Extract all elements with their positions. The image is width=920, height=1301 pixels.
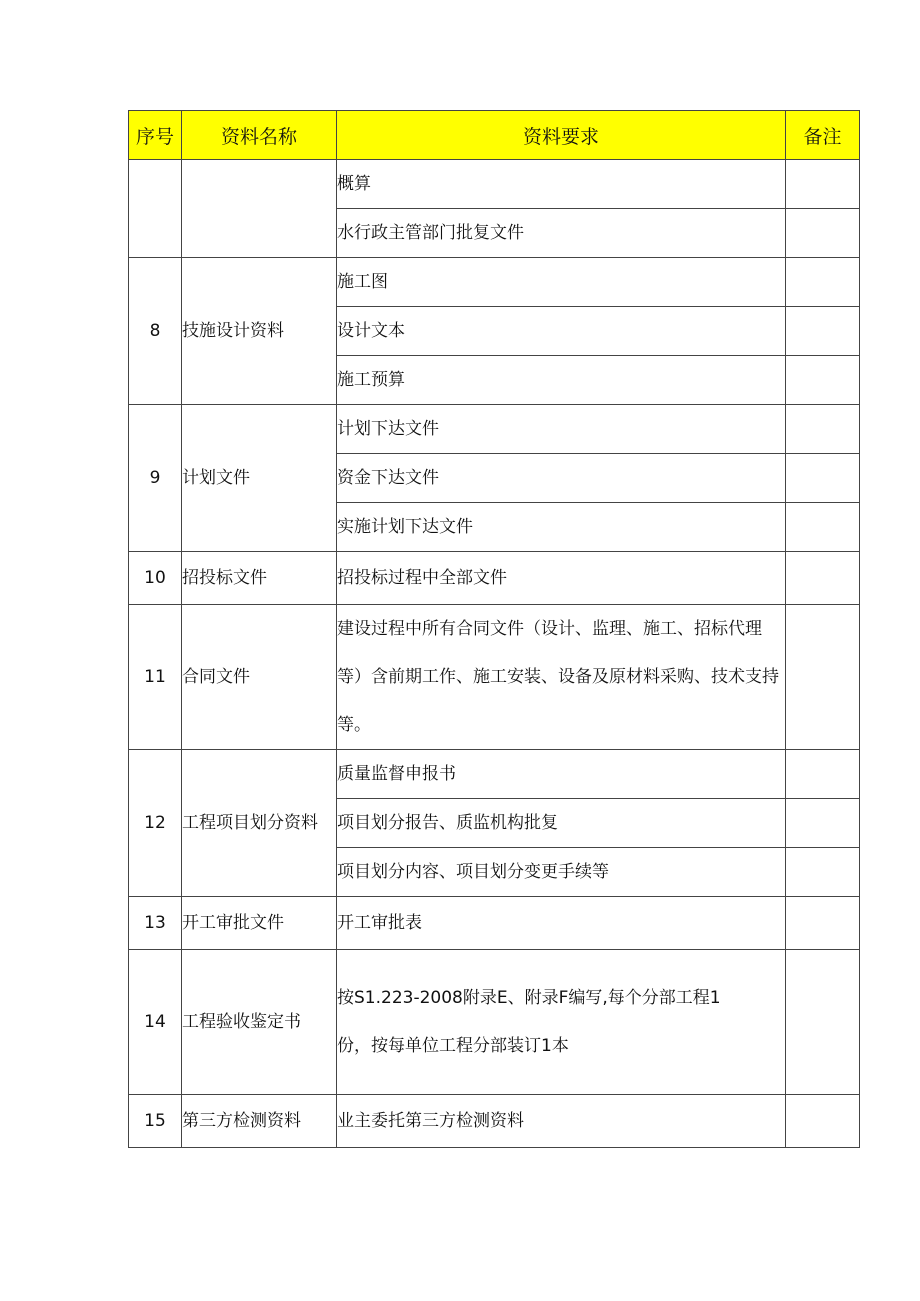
table-header-row — [129, 111, 860, 160]
row-requirement: 招投标过程中全部文件 — [337, 552, 786, 605]
row-name: 开工审批文件 — [182, 897, 337, 950]
table-row — [129, 160, 860, 209]
table-row — [129, 605, 860, 750]
materials-table — [128, 110, 860, 1148]
row-requirement: 水行政主管部门批复文件 — [337, 209, 786, 258]
row-requirement: 施工图 — [337, 258, 786, 307]
row-note — [786, 454, 860, 503]
header-note: 备注 — [786, 111, 860, 160]
row-note — [786, 258, 860, 307]
table-row — [129, 258, 860, 307]
row-note — [786, 160, 860, 209]
row-seq: 14 — [129, 950, 182, 1095]
row-note — [786, 552, 860, 605]
row-name: 工程项目划分资料 — [182, 750, 337, 897]
row-seq: 12 — [129, 750, 182, 897]
header-requirements: 资料要求 — [337, 111, 786, 160]
table-row — [129, 750, 860, 799]
row-requirement: 实施计划下达文件 — [337, 503, 786, 552]
row-note — [786, 503, 860, 552]
row-requirement: 业主委托第三方检测资料 — [337, 1095, 786, 1148]
row-name: 技施设计资料 — [182, 258, 337, 405]
row-requirement: 项目划分内容、项目划分变更手续等 — [337, 848, 786, 897]
row-note — [786, 750, 860, 799]
row-name: 合同文件 — [182, 605, 337, 750]
row-note — [786, 209, 860, 258]
row-requirement: 按S1.223-2008附录E、附录F编写,每个分部工程1份，按每单位工程分部装订1本 — [337, 950, 786, 1095]
row-seq: 11 — [129, 605, 182, 750]
row-requirement: 计划下达文件 — [337, 405, 786, 454]
row-seq: 10 — [129, 552, 182, 605]
header-seq: 序号 — [129, 111, 182, 160]
row-requirement: 设计文本 — [337, 307, 786, 356]
row-note — [786, 356, 860, 405]
row-name: 招投标文件 — [182, 552, 337, 605]
row-name: 计划文件 — [182, 405, 337, 552]
table-row — [129, 1095, 860, 1148]
row-seq — [129, 160, 182, 258]
row-note — [786, 848, 860, 897]
row-note — [786, 799, 860, 848]
row-seq: 15 — [129, 1095, 182, 1148]
row-name — [182, 160, 337, 258]
table-row — [129, 897, 860, 950]
row-seq: 13 — [129, 897, 182, 950]
row-seq: 8 — [129, 258, 182, 405]
header-name: 资料名称 — [182, 111, 337, 160]
table-row — [129, 405, 860, 454]
table-row — [129, 552, 860, 605]
row-requirement: 项目划分报告、质监机构批复 — [337, 799, 786, 848]
row-requirement: 概算 — [337, 160, 786, 209]
row-requirement: 质量监督申报书 — [337, 750, 786, 799]
row-requirement: 资金下达文件 — [337, 454, 786, 503]
row-note — [786, 897, 860, 950]
row-note — [786, 307, 860, 356]
table-row — [129, 950, 860, 1095]
row-note — [786, 605, 860, 750]
row-requirement: 施工预算 — [337, 356, 786, 405]
row-note — [786, 950, 860, 1095]
row-requirement: 建设过程中所有合同文件（设计、监理、施工、招标代理等）含前期工作、施工安装、设备及原材料采购、技术支持等。 — [337, 605, 786, 750]
row-seq: 9 — [129, 405, 182, 552]
row-requirement: 开工审批表 — [337, 897, 786, 950]
row-note — [786, 405, 860, 454]
row-name: 工程验收鉴定书 — [182, 950, 337, 1095]
row-note — [786, 1095, 860, 1148]
row-name: 第三方检测资料 — [182, 1095, 337, 1148]
